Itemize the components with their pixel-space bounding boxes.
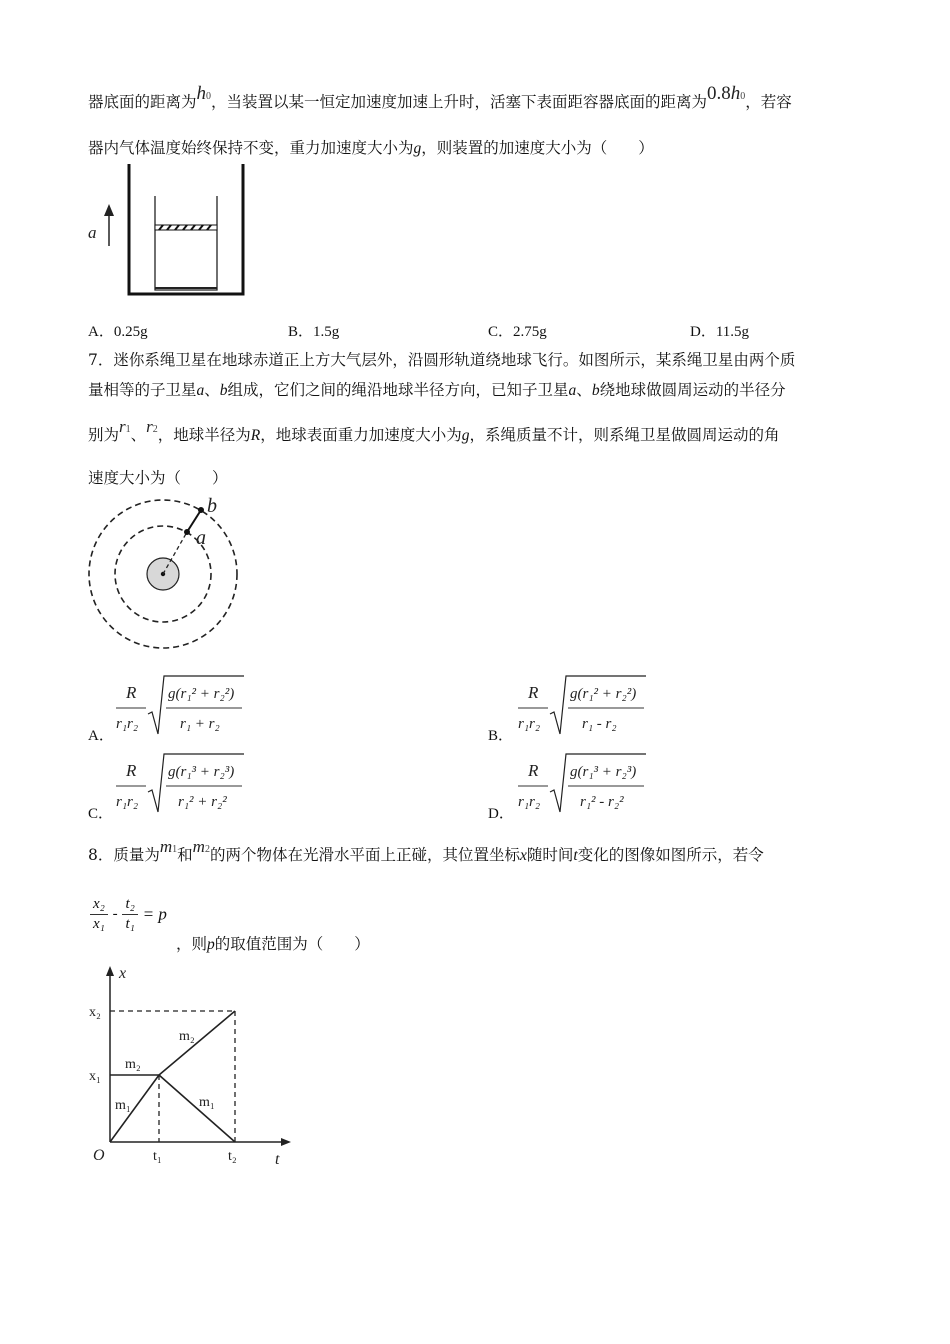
m1-symbol: m1: [159, 837, 178, 856]
svg-text:g(r₁² + r₂²): g(r₁² + r₂²): [570, 686, 637, 702]
m1-after: [159, 1075, 235, 1142]
tick-x1: x₁: [89, 1069, 101, 1084]
label-a: a: [196, 527, 206, 549]
svg-text:r₁r₂: r₁r₂: [518, 794, 541, 810]
svg-text:r₁r₂: r₁r₂: [116, 794, 139, 810]
q6-line-2: 器内气体温度始终保持不变，重力加速度大小为g，则装置的加速度大小为（ ）: [88, 139, 654, 157]
q8-line-1: 8．质量为m1和m2的两个物体在光滑水平面上正碰，其位置坐标x随时间t变化的图像如图所示，若令: [88, 837, 764, 864]
acceleration-arrowhead: [104, 204, 114, 216]
q6-option-c[interactable]: C．2.75g: [488, 324, 547, 340]
label-m1-after: m₁: [199, 1095, 215, 1110]
m2-after: [159, 1011, 235, 1075]
svg-text:R: R: [126, 761, 137, 780]
frac-x: $\frac{\text{x₂}}{\text{x₁}}$: [90, 896, 108, 933]
fig-acceleration-label: a: [88, 223, 97, 242]
svg-text:R: R: [126, 683, 137, 702]
q6-option-b[interactable]: B．1.5g: [288, 324, 340, 340]
r2-symbol: r2: [146, 417, 158, 436]
p-formula: $\frac{\text{x₂}}{\text{x₁}}$ - $\frac{\text{t₂}}{\text{t₁}}$ = p: [90, 896, 167, 933]
svg-text:r₁ + r₂: r₁ + r₂: [180, 716, 220, 732]
q7-line-4: 速度大小为（ ）: [88, 469, 228, 487]
svg-text:r₁² + r₂²: r₁² + r₂²: [178, 794, 227, 810]
m2-symbol: m2: [192, 837, 210, 856]
08h0-symbol: 0.8h0: [707, 83, 746, 104]
label-m2-before: m₂: [125, 1057, 141, 1072]
q8-line-2: ，则p的取值范围为（ ）: [176, 935, 370, 953]
svg-text:g(r₁³ + r₂³): g(r₁³ + r₂³): [570, 764, 637, 780]
q7-line-3: 别为r1、r2，地球半径为R，地球表面重力加速度大小为g，系绳质量不计，则系绳卫星做圆周运动的角: [88, 417, 780, 444]
origin-label: O: [93, 1147, 105, 1164]
y-axis-label: x: [119, 965, 127, 982]
container-figure: [85, 160, 255, 300]
y-axis-arrow: [106, 966, 114, 976]
satellite-a: [184, 529, 190, 535]
svg-text:r₁² - r₂²: r₁² - r₂²: [580, 794, 624, 810]
xt-graph: [85, 962, 305, 1172]
label-m1-before: m₁: [115, 1098, 131, 1113]
x-axis-label: t: [275, 1151, 280, 1168]
formula-c: [112, 750, 252, 818]
orbit-figure: [85, 490, 245, 660]
q6-option-d[interactable]: D．11.5g: [690, 324, 750, 340]
svg-text:g(r₁³ + r₂³): g(r₁³ + r₂³): [168, 764, 235, 780]
frac-t: $\frac{\text{t₂}}{\text{t₁}}$: [122, 896, 137, 933]
tick-t2: t₂: [228, 1149, 237, 1164]
r1-symbol: r1: [119, 417, 131, 436]
label-m2-after: m₂: [179, 1029, 195, 1044]
q6-text: ，当装置以某一恒定加速度加速上升时，活塞下表面距容器底面的距离为: [211, 93, 708, 111]
h0-symbol: h0: [196, 83, 212, 104]
tick-t1: t₁: [153, 1149, 162, 1164]
q7-line-1: 7．迷你系绳卫星在地球赤道正上方大气层外，沿圆形轨道绕地球飞行。如图所示，某系绳卫星由两个质: [88, 351, 796, 369]
label-b: b: [207, 495, 217, 517]
q6-option-a[interactable]: A．0.25g: [88, 324, 148, 340]
formula-a: [112, 672, 252, 740]
q6-text: ，若容: [745, 93, 792, 111]
formula-d: [514, 750, 654, 818]
x-axis-arrow: [281, 1138, 291, 1146]
svg-text:r₁r₂: r₁r₂: [116, 716, 139, 732]
q7-line-2: 量相等的子卫星a、b组成，它们之间的绳沿地球半径方向，已知子卫星a、b绕地球做圆周运动的半径分: [88, 381, 786, 399]
svg-text:R: R: [528, 683, 539, 702]
q6-text: 器底面的距离为: [88, 93, 197, 111]
satellite-b: [198, 507, 204, 513]
svg-text:r₁ - r₂: r₁ - r₂: [582, 716, 617, 732]
formula-b: [514, 672, 654, 740]
q6-line-1: [88, 83, 792, 113]
inner-cylinder: [155, 196, 217, 290]
svg-text:R: R: [528, 761, 539, 780]
svg-text:g(r₁² + r₂²): g(r₁² + r₂²): [168, 686, 235, 702]
svg-text:r₁r₂: r₁r₂: [518, 716, 541, 732]
tick-x2: x₂: [89, 1005, 101, 1020]
